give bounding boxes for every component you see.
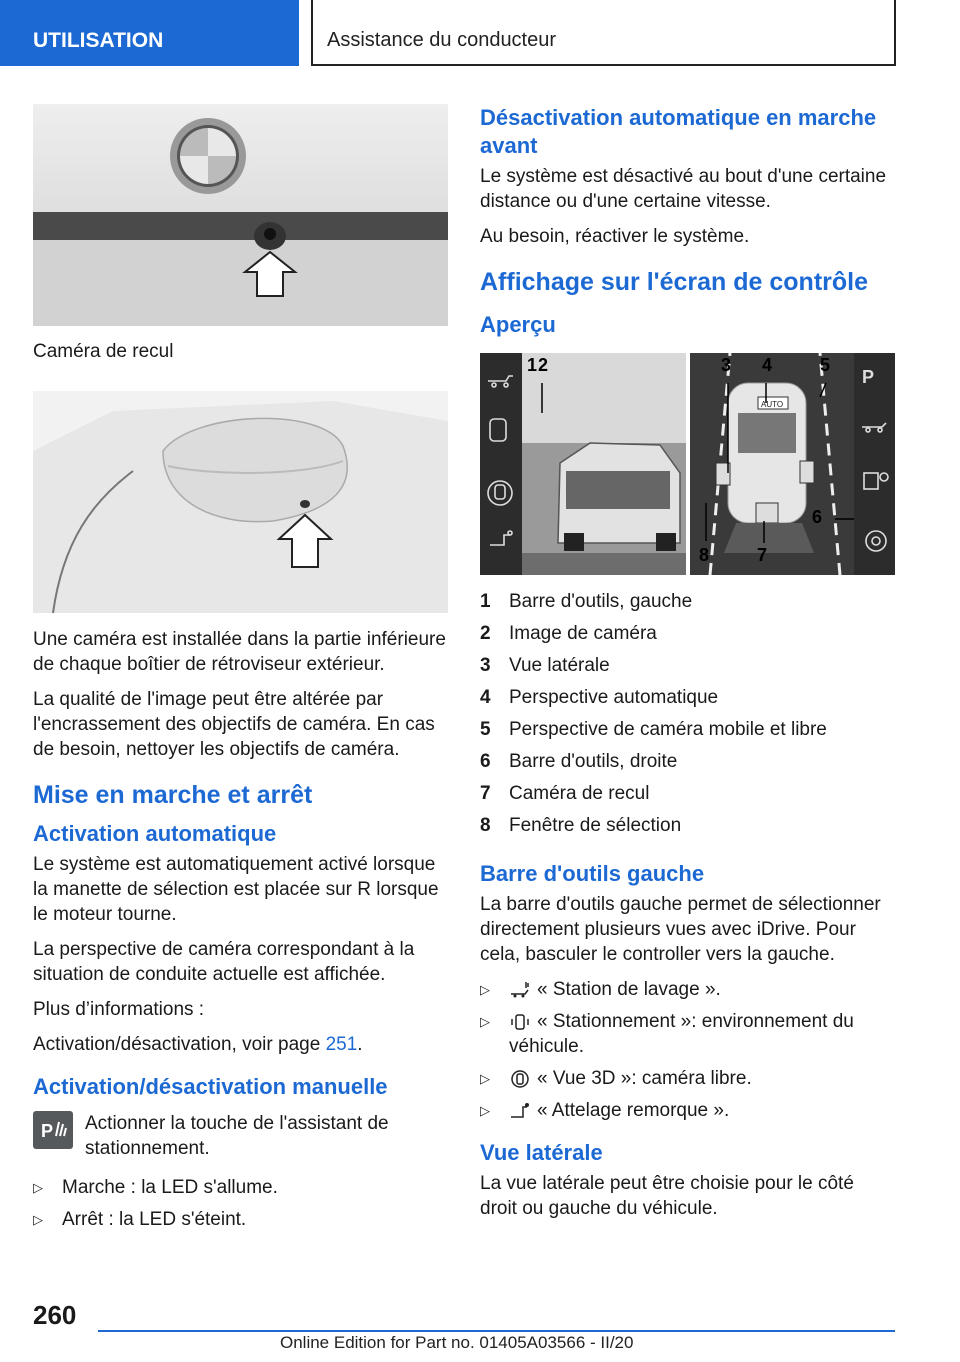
legend-text: Perspective automatique [509,687,719,708]
3d-view-icon [509,1069,531,1089]
callout-4: 4 [762,355,773,375]
legend-text: Barre d'outils, gauche [509,591,693,612]
legend-number: 8 [480,815,491,836]
list-item [33,1175,448,1200]
period: . [357,1033,363,1055]
list-item [480,1098,895,1123]
manual-text: Actionner la touche de l'assistant de stationnement. [85,1112,389,1159]
list-item [480,621,895,646]
list-item [480,589,895,614]
legend-number: 2 [480,623,491,644]
callout-1: 1 [527,355,538,375]
page-header [0,0,960,66]
trailer-hitch-icon [509,1101,531,1121]
desactivation-text: Le système est désactivé au bout d'une certaine distance ou d'une certaine vitesse. [480,166,887,212]
list-item [480,653,895,678]
more-info-text: Plus d’informations : [33,998,205,1020]
rear-camera-caption: Caméra de recul [33,341,174,362]
list-item [480,1066,895,1091]
list-item [480,977,895,1002]
svg-text:P: P [862,367,875,387]
control-display-screen [480,353,895,575]
heading-mise-en-marche: Mise en marche et arrêt [33,780,313,809]
activation-ref [33,1032,448,1057]
legend-text: Vue latérale [509,655,610,676]
heading-desactivation: Désactivation automatique en marche avant [480,105,877,158]
list-item-text: « Vue 3D »: caméra libre. [537,1068,752,1089]
toolbar-bullets [480,977,895,1123]
callout-7: 7 [757,545,768,565]
list-item-text: « Station de lavage ». [537,979,721,1000]
legend-text: Image de caméra [509,623,657,644]
list-item [480,717,895,742]
list-item-text: « Attelage remorque ». [537,1100,730,1121]
svg-text:P: P [41,1120,54,1141]
parking-surroundings-icon [509,1012,531,1032]
list-item-text: « Stationnement »: environnement du véhicule. [509,1011,854,1057]
callout-5: 5 [820,355,831,375]
vue-laterale-text: La vue latérale peut être choisie pour le côté droit ou gauche du véhicule. [480,1173,854,1219]
callout-3: 3 [721,355,732,375]
list-item-text: Arrêt : la LED s'éteint. [62,1208,247,1230]
image-quality-text: La qualité de l'image peut être altérée par l'encrassement des objectifs de caméra. En cas de besoin, nettoyer les objectifs de caméra. [33,688,435,760]
section-tab: UTILISATION [0,0,299,66]
list-item [480,685,895,710]
legend-number: 5 [480,719,491,740]
legend-number: 6 [480,751,491,772]
perspective-text: La perspective de caméra correspondant à la situation de conduite actuelle est affichée. [33,938,415,985]
parking-assistant-button-icon [33,1111,73,1149]
car-wash-icon [509,980,531,1000]
heading-activation-auto: Activation automatique [33,820,277,846]
list-item [480,749,895,774]
led-bullets [33,1175,448,1232]
list-item [480,813,895,838]
chapter-title: Assistance du conducteur [311,0,896,66]
legend-number: 7 [480,783,491,804]
legend-text: Fenêtre de sélection [509,815,682,836]
legend-number: 3 [480,655,491,676]
rear-camera-image [33,104,448,326]
triangle-bullet-icon: ▷ [480,1103,490,1118]
heading-manual: Activation/désactivation manuelle [33,1073,388,1099]
triangle-bullet-icon: ▷ [480,1014,490,1029]
footer-divider [98,1330,895,1332]
reactivate-text: Au besoin, réactiver le système. [480,226,750,247]
list-item [33,1207,448,1232]
triangle-bullet-icon: ▷ [33,1211,43,1227]
left-column [33,104,448,1240]
page-link[interactable]: 251 [325,1033,358,1055]
list-item [480,781,895,806]
heading-vue-laterale: Vue latérale [480,1140,603,1165]
triangle-bullet-icon: ▷ [480,1071,490,1086]
legend-number: 1 [480,591,491,612]
auto-activation-text: Le système est automatiquement activé lorsque la manette de sélection est placée sur R lorsque le moteur tourne. [33,853,439,925]
page-number: 260 [33,1300,77,1330]
auto-label: AUTO [761,400,784,409]
triangle-bullet-icon: ▷ [480,982,490,997]
legend-text: Caméra de recul [509,783,650,804]
heading-apercu: Aperçu [480,312,556,337]
callout-2: 2 [538,355,549,375]
callout-8: 8 [699,545,710,565]
footer-edition: Online Edition for Part no. 01405A03566 - II/20 [280,1333,634,1352]
mirror-camera-image [33,391,448,613]
heading-barre-gauche: Barre d'outils gauche [480,861,705,886]
triangle-bullet-icon: ▷ [33,1179,43,1195]
list-item [480,1009,895,1059]
parking-assistant-row [33,1111,448,1161]
activation-ref-label: Activation/désactivation, voir page [33,1033,321,1055]
legend-text: Barre d'outils, droite [509,751,678,772]
legend-number: 4 [480,687,491,708]
screen-legend [480,589,895,838]
mirror-camera-text: Une caméra est installée dans la partie inférieure de chaque boîtier de rétroviseur extérieur. [33,628,446,675]
barre-gauche-text: La barre d'outils gauche permet de sélectionner directement plusieurs vues avec iDrive. Pour cela, basculer le controller vers la gauche. [480,894,881,965]
callout-6: 6 [812,507,823,527]
heading-affichage: Affichage sur l'écran de contrôle [480,268,868,296]
legend-text: Perspective de caméra mobile et libre [509,719,827,740]
right-column [480,104,895,1231]
list-item-text: Marche : la LED s'allume. [62,1176,278,1198]
